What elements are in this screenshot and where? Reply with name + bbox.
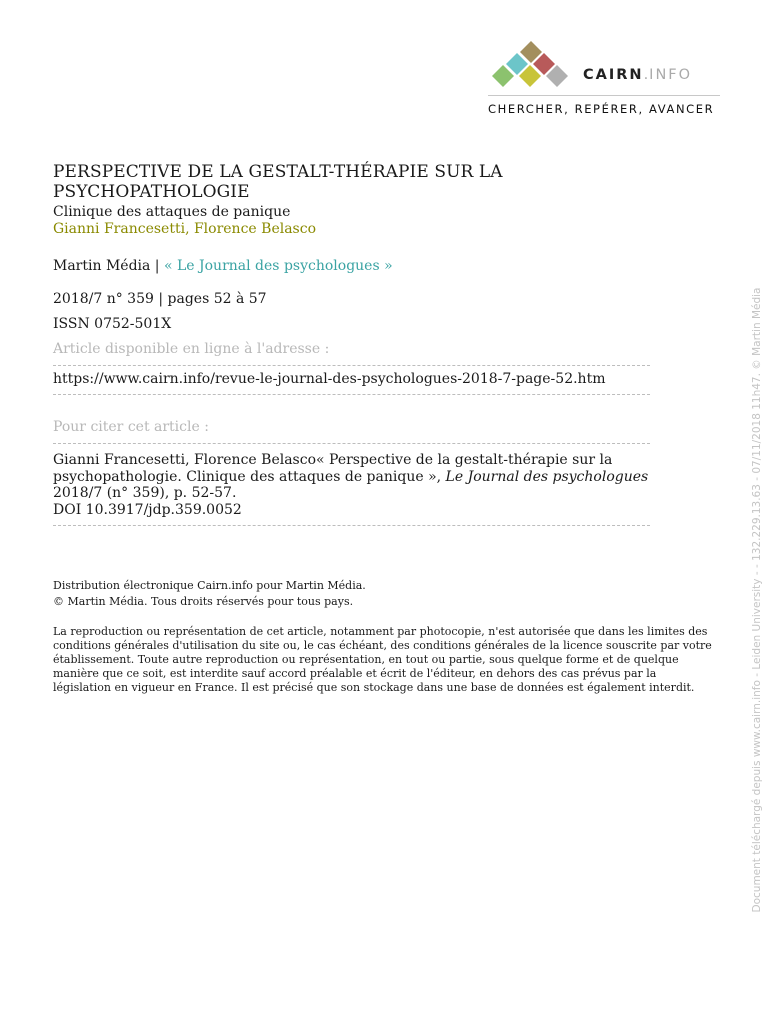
online-label: Article disponible en ligne à l'adresse : [53, 341, 330, 357]
reproduction-notice: La reproduction ou représentation de cet article, notamment par photocopie, n'est autorisée que dans les limites des conditions générales d'utilisation du site ou, le cas échéant, des conditions générales de la licence souscrite par votre établissement. Toute autre reproduction ou représentation, en tout ou partie, sous quelque forme et de quelque manière que ce soit, est interdite sauf accord préalable et écrit de l'éditeur, en dehors des cas prévus par la législation en vigueur en France. Il est précisé que son stockage dans une base de données est également interdit. [53, 625, 712, 694]
citation-line-1: Gianni Francesetti, Florence Belasco« Perspective de la gestalt-thérapie sur la [53, 452, 613, 468]
article-title [53, 162, 713, 202]
citation-journal: Le Journal des psychologues [445, 468, 649, 485]
citation-title-part: psychopathologie. Clinique des attaques de panique », [53, 468, 446, 485]
cite-label: Pour citer cet article : [53, 419, 209, 435]
citation-line-3: 2018/7 (n° 359), p. 52-57. [53, 485, 237, 501]
article-info [53, 162, 713, 695]
brand-tld: INFO [649, 67, 693, 83]
divider [53, 443, 650, 444]
issn: ISSN 0752-501X [53, 316, 172, 332]
distribution-notice: Distribution électronique Cairn.info pour Martin Média. [53, 579, 366, 592]
divider [53, 394, 650, 395]
divider [53, 365, 650, 366]
article-title-line-1: PERSPECTIVE DE LA GESTALT-THÉRAPIE SUR LA [53, 162, 503, 182]
article-subtitle: Clinique des attaques de panique [53, 204, 291, 220]
copyright-notice: © Martin Média. Tous droits réservés pour tous pays. [53, 595, 354, 608]
cairn-wordmark [583, 67, 692, 83]
publisher: Martin Média | [53, 258, 164, 274]
cairn-logo[interactable] [488, 40, 722, 120]
download-watermark: Document téléchargé depuis www.cairn.info - Leiden University - - 132.229.13.63 - 07/11/2018 11h47. © Martin Média [751, 287, 763, 913]
brand-dot: . [643, 67, 650, 83]
cairn-diamonds-logo-icon [488, 40, 578, 92]
journal-link[interactable]: « Le Journal des psychologues » [163, 258, 393, 274]
publication-line [53, 258, 713, 275]
brand-name: CAIRN [583, 67, 644, 83]
citation-line-2 [53, 469, 713, 486]
logo-tagline: CHERCHER, REPÉRER, AVANCER [488, 102, 715, 116]
article-url-link[interactable]: https://www.cairn.info/revue-le-journal-des-psychologues-2018-7-page-52.htm [53, 371, 606, 387]
citation-doi[interactable]: DOI 10.3917/jdp.359.0052 [53, 501, 242, 518]
article-title-line-2: PSYCHOPATHOLOGIE [53, 182, 250, 202]
issue-info: 2018/7 n° 359 | pages 52 à 57 [53, 291, 267, 307]
article-authors[interactable]: Gianni Francesetti, Florence Belasco [53, 221, 317, 237]
citation-text [53, 452, 713, 518]
divider [53, 525, 650, 526]
logo-divider [488, 95, 720, 96]
